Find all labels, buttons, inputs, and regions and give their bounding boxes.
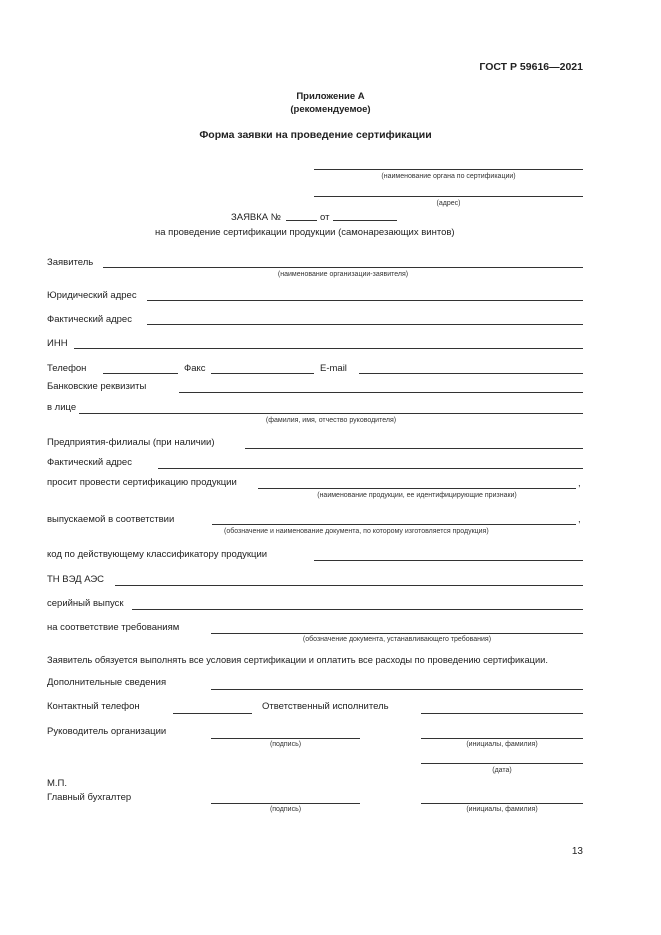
compliance-caption: (обозначение документа, устанавливающего требования) [302,636,492,643]
in-person-label: в лице [47,402,77,413]
accountant-signature-caption: (подпись) [269,806,302,813]
contact-phone-line[interactable] [173,713,252,714]
compliance-line[interactable] [211,633,583,634]
branch-address-line[interactable] [158,468,583,469]
fax-label: Факс [184,363,206,374]
accountant-name-caption: (инициалы, фамилия) [466,806,538,813]
accountant-label: Главный бухгалтер [47,792,132,803]
form-title: Форма заявки на проведение сертификации [199,129,432,141]
produced-by-line[interactable] [212,524,576,525]
seal-label: М.П. [47,778,68,789]
serial-line[interactable] [132,609,583,610]
accountant-name-line[interactable] [421,803,583,804]
actual-address-line[interactable] [147,324,583,325]
produced-by-comma: , [578,514,581,525]
application-subtitle: на проведение сертификации продукции (самонарезающих винтов) [155,227,455,238]
standard-number: ГОСТ Р 59616—2021 [479,61,583,73]
email-label: E-mail [320,363,347,374]
certification-body-address-line[interactable] [314,196,583,197]
applicant-line[interactable] [103,267,583,268]
classifier-code-label: код по действующему классификатору продукции [47,549,268,560]
annex-note: (рекомендуемое) [290,104,371,115]
address-caption: (адрес) [436,200,461,207]
fax-line[interactable] [211,373,314,374]
product-comma: , [578,478,581,489]
application-date-line[interactable] [333,220,397,221]
director-label: Руководитель организации [47,726,167,737]
bank-details-line[interactable] [179,392,583,393]
bank-details-label: Банковские реквизиты [47,381,147,392]
director-signature-line[interactable] [211,738,360,739]
date-line[interactable] [421,763,583,764]
responsible-label: Ответственный исполнитель [262,701,389,712]
annex-title: Приложение А [296,91,365,102]
tn-ved-label: ТН ВЭД АЭС [47,574,105,585]
accountant-signature-line[interactable] [211,803,360,804]
additional-info-line[interactable] [211,689,583,690]
compliance-label: на соответствие требованиям [47,622,180,633]
application-number-label: ЗАЯВКА № [231,212,281,223]
applicant-caption: (наименование организации-заявителя) [277,271,409,278]
product-request-label: просит провести сертификацию продукции [47,477,237,488]
product-caption: (наименование продукции, ее идентифицирующие признаки) [317,492,517,499]
actual-address-label: Фактический адрес [47,314,132,325]
responsible-line[interactable] [421,713,583,714]
date-caption: (дата) [492,767,512,774]
in-person-line[interactable] [79,413,583,414]
inn-label: ИНН [47,338,68,349]
application-number-line[interactable] [286,220,317,221]
branches-line[interactable] [245,448,583,449]
director-name-line[interactable] [421,738,583,739]
classifier-code-line[interactable] [314,560,583,561]
product-line[interactable] [258,488,576,489]
produced-by-label: выпускаемой в соответствии [47,514,175,525]
phone-label: Телефон [47,363,87,374]
application-date-label: от [320,212,330,223]
phone-line[interactable] [103,373,178,374]
legal-address-line[interactable] [147,300,583,301]
obligation-text: Заявитель обязуется выполнять все условия сертификации и оплатить все расходы по проведению сертификации. [47,655,548,665]
serial-label: серийный выпуск [47,598,124,609]
legal-address-label: Юридический адрес [47,290,137,301]
person-caption: (фамилия, имя, отчество руководителя) [265,417,397,424]
director-signature-caption: (подпись) [269,741,302,748]
additional-info-label: Дополнительные сведения [47,677,167,688]
applicant-label: Заявитель [47,257,94,268]
certification-body-caption: (наименование органа по сертификации) [381,173,516,180]
certification-body-line[interactable] [314,169,583,170]
tn-ved-line[interactable] [115,585,583,586]
produced-by-caption: (обозначение и наименование документа, по которому изготовляется продукция) [224,528,489,535]
director-name-caption: (инициалы, фамилия) [466,741,538,748]
page-number: 13 [571,846,583,857]
contact-phone-label: Контактный телефон [47,701,140,712]
branch-address-label: Фактический адрес [47,457,132,468]
inn-line[interactable] [74,348,583,349]
email-line[interactable] [359,373,583,374]
branches-label: Предприятия-филиалы (при наличии) [47,437,215,448]
